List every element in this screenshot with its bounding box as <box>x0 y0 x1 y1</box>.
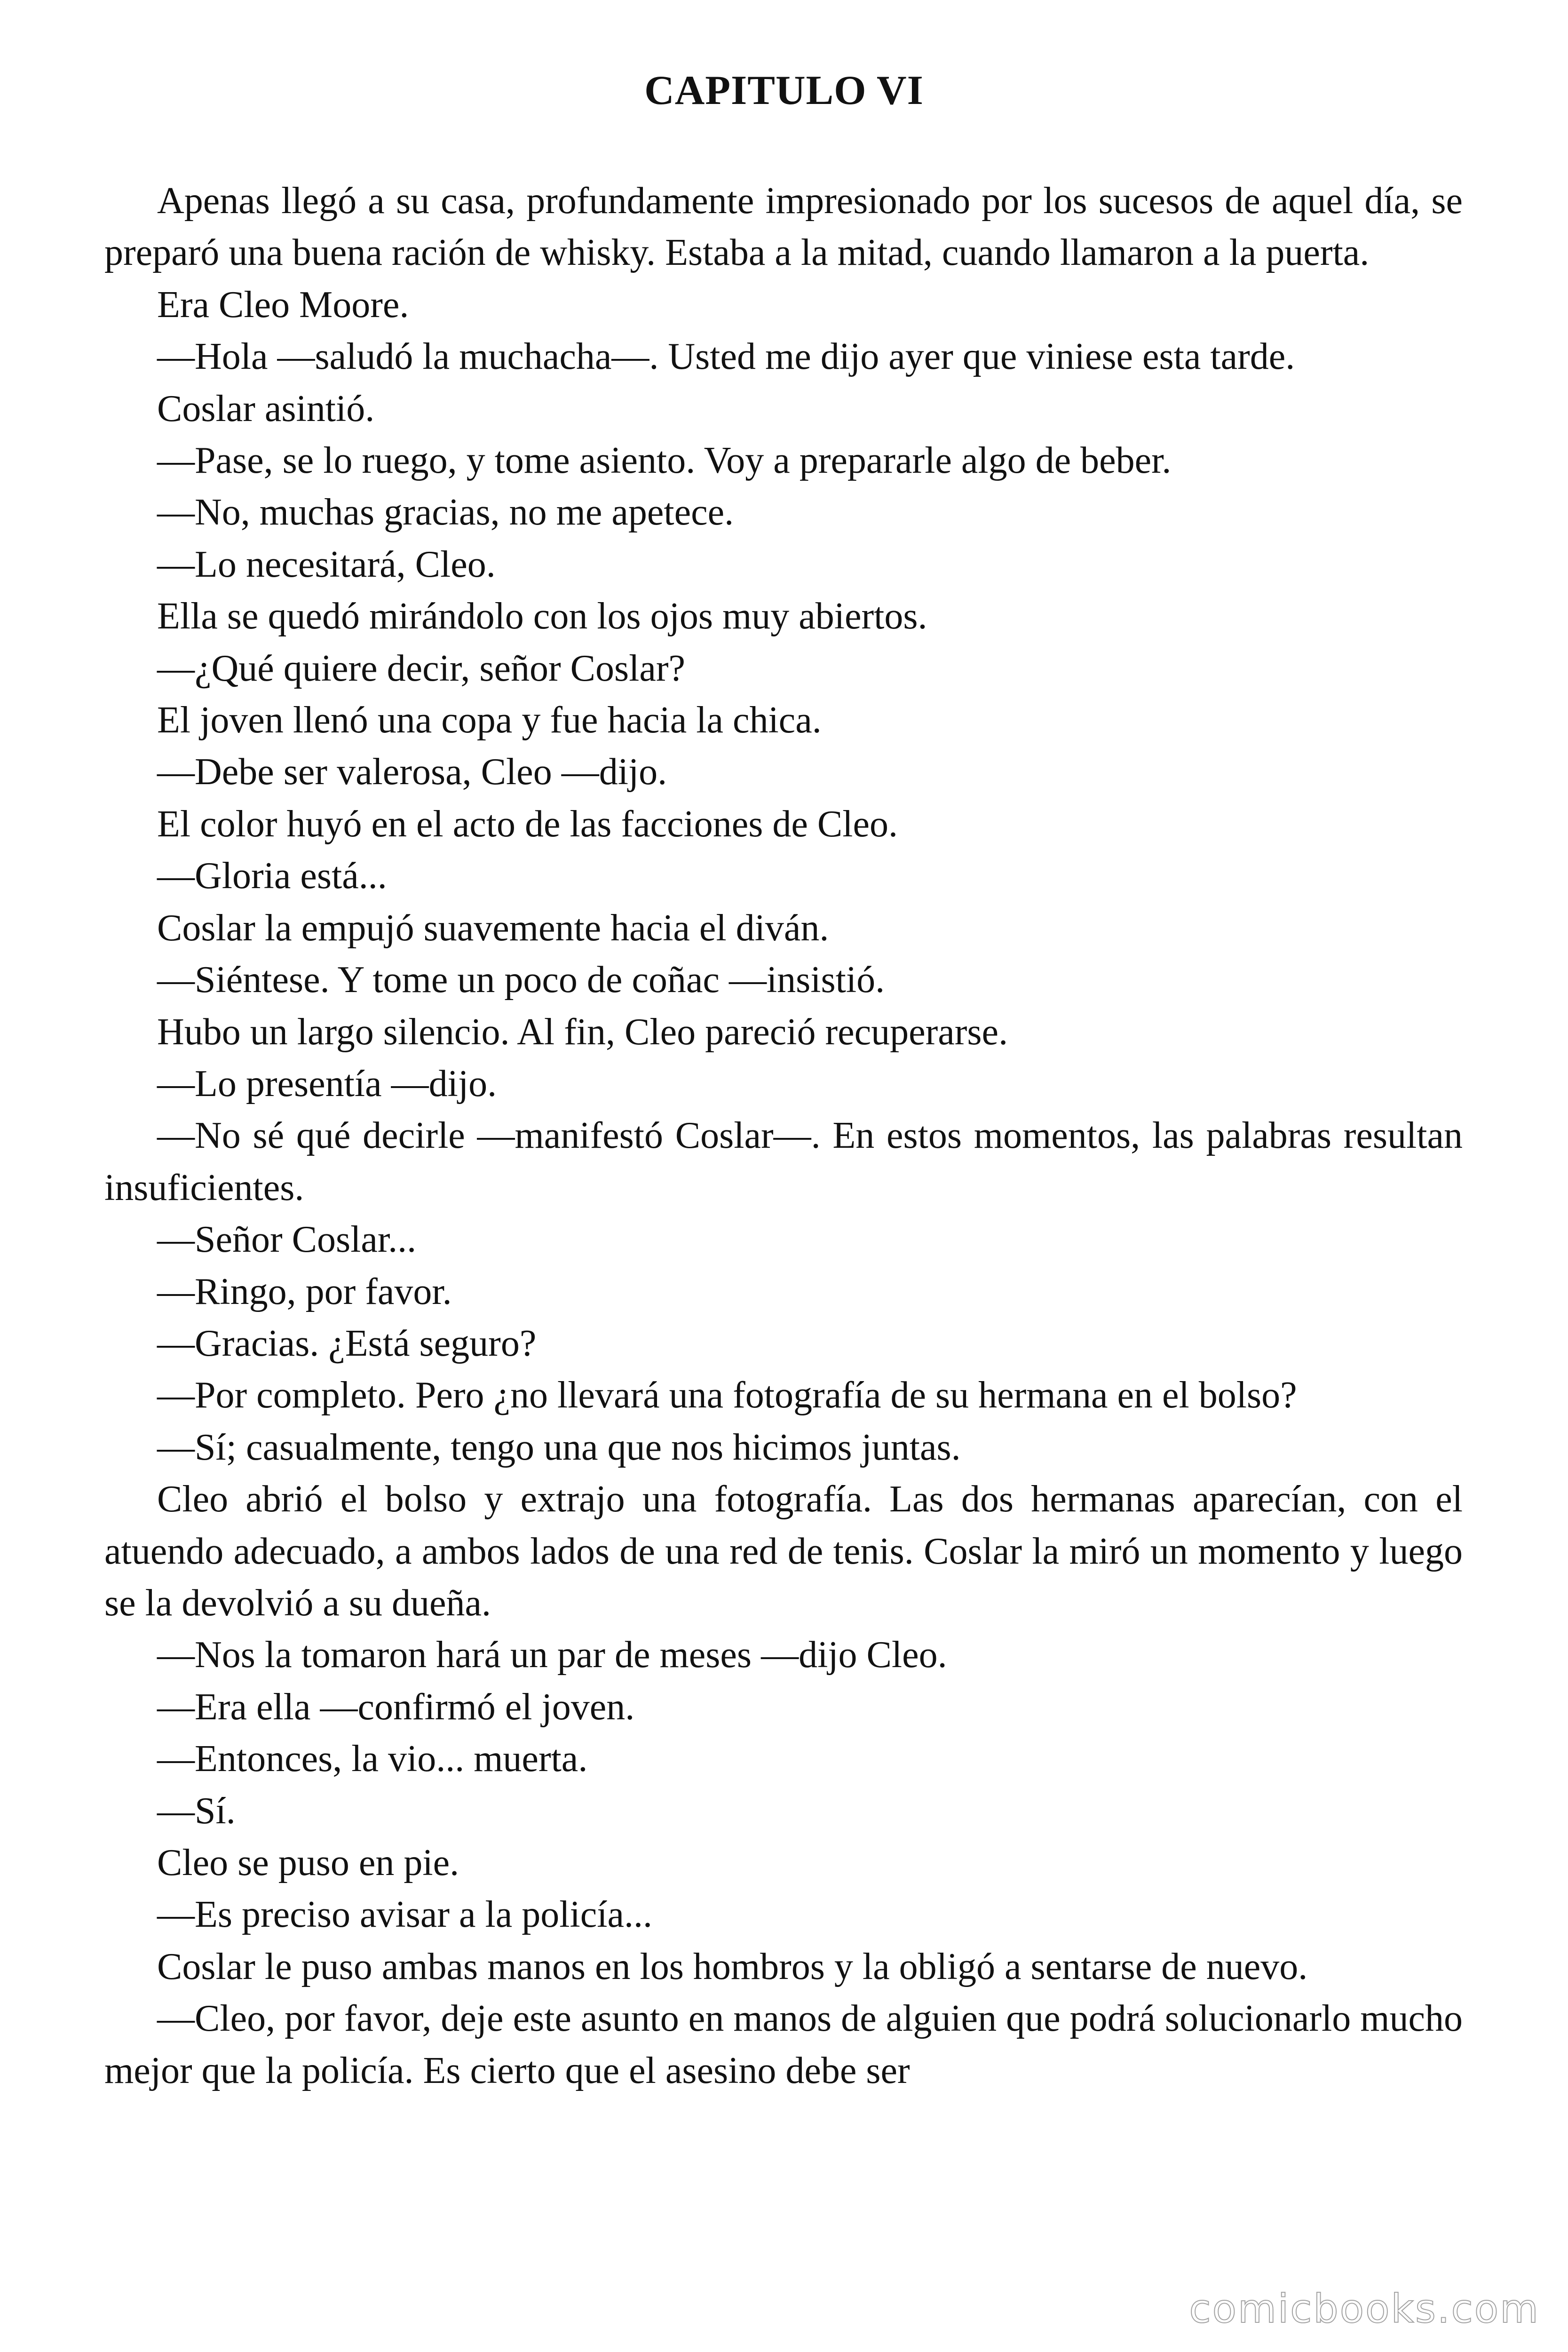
paragraph: Coslar le puso ambas manos en los hombros y la obligó a sentarse de nuevo. <box>157 1946 1308 1987</box>
paragraph: —Lo presentía —dijo. <box>157 1063 497 1104</box>
paragraph: —Ringo, por favor. <box>157 1271 452 1312</box>
paragraph: —Hola —saludó la muchacha—. Usted me dijo ayer que viniese esta tarde. <box>157 336 1295 378</box>
paragraph: —Gloria está... <box>157 855 387 897</box>
chapter-body <box>104 175 1463 2097</box>
paragraph: —Pase, se lo ruego, y tome asiento. Voy a prepararle algo de beber. <box>157 440 1172 482</box>
paragraph: —Debe ser valerosa, Cleo —dijo. <box>157 751 667 793</box>
paragraph: Cleo se puso en pie. <box>157 1842 459 1883</box>
paragraph: —No sé qué decirle —manifestó Coslar—. En estos momentos, las palabras resultan insuficientes. <box>104 1115 1463 1208</box>
chapter-title: CAPITULO VI <box>644 68 924 113</box>
paragraph: —Era ella —confirmó el joven. <box>157 1686 635 1728</box>
paragraph: Coslar asintió. <box>157 388 375 429</box>
paragraph: —Gracias. ¿Está seguro? <box>157 1322 537 1364</box>
paragraph: —Nos la tomaron hará un par de meses —dijo Cleo. <box>157 1634 947 1676</box>
paragraph: —Lo necesitará, Cleo. <box>157 543 496 585</box>
paragraph: —Cleo, por favor, deje este asunto en manos de alguien que podrá solucionarlo mucho mejor que la policía. Es cierto que el asesino debe ser <box>104 1998 1463 2091</box>
paragraph: —Sí. <box>157 1790 236 1832</box>
paragraph: —Es preciso avisar a la policía... <box>157 1894 652 1936</box>
paragraph: —Sí; casualmente, tengo una que nos hicimos juntas. <box>157 1426 961 1468</box>
paragraph: Apenas llegó a su casa, profundamente impresionado por los sucesos de aquel día, se preparó una buena ración de whisky. Estaba a la mitad, cuando llamaron a la puerta. <box>104 180 1463 274</box>
paragraph: Hubo un largo silencio. Al fin, Cleo pareció recuperarse. <box>157 1011 1008 1053</box>
paragraph: Era Cleo Moore. <box>157 284 409 326</box>
paragraph: —Por completo. Pero ¿no llevará una fotografía de su hermana en el bolso? <box>157 1375 1297 1416</box>
paragraph: —No, muchas gracias, no me apetece. <box>157 492 734 533</box>
paragraph: Coslar la empujó suavemente hacia el diván. <box>157 907 829 949</box>
paragraph: —Señor Coslar... <box>157 1219 417 1261</box>
paragraph: Cleo abrió el bolso y extrajo una fotografía. Las dos hermanas aparecían, con el atuendo adecuado, a ambos lados de una red de tenis. Coslar la miró un momento y luego se la devolvió a su dueña. <box>104 1478 1463 1624</box>
paragraph: —Entonces, la vio... muerta. <box>157 1738 588 1780</box>
paragraph: El joven llenó una copa y fue hacia la chica. <box>157 699 822 741</box>
watermark: comicbooks.com <box>1189 2286 1540 2332</box>
paragraph: Ella se quedó mirándolo con los ojos muy abiertos. <box>157 596 927 637</box>
paragraph: El color huyó en el acto de las facciones de Cleo. <box>157 803 898 845</box>
paragraph: —¿Qué quiere decir, señor Coslar? <box>157 647 686 689</box>
paragraph: —Siéntese. Y tome un poco de coñac —insistió. <box>157 959 885 1001</box>
